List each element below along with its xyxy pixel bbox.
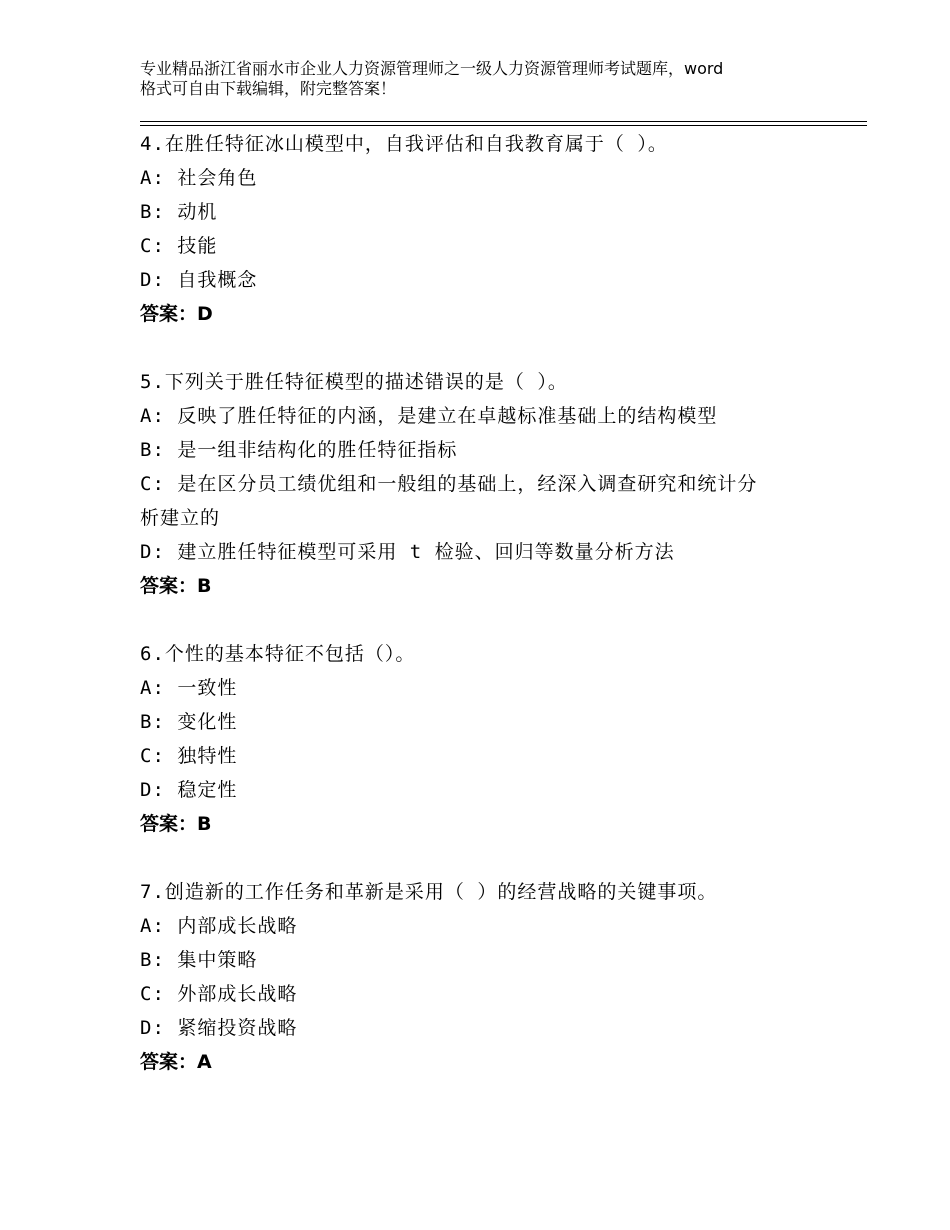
- question-6: [140, 637, 830, 841]
- option-a: A: 反映了胜任特征的内涵，是建立在卓越标准基础上的结构模型: [140, 405, 718, 427]
- question-stem: 6.个性的基本特征不包括（）。: [140, 643, 416, 665]
- option-c: C: 外部成长战略: [140, 983, 298, 1005]
- answer-label: 答案：A: [140, 1051, 212, 1073]
- question-7: [140, 875, 830, 1079]
- question-list: [140, 127, 830, 1079]
- answer-label: 答案：B: [140, 575, 212, 597]
- question-stem: 7.创造新的工作任务和革新是采用（ ）的经营战略的关键事项。: [140, 881, 718, 903]
- option-a: A: 内部成长战略: [140, 915, 298, 937]
- question-stem: 4.在胜任特征冰山模型中，自我评估和自我教育属于（ ）。: [140, 133, 668, 155]
- answer-label: 答案：B: [140, 813, 212, 835]
- question-stem: 5.下列关于胜任特征模型的描述错误的是（ ）。: [140, 371, 568, 393]
- option-c: C: 是在区分员工绩优组和一般组的基础上，经深入调查研究和统计分: [140, 473, 758, 495]
- question-spacer: [140, 841, 830, 875]
- option-d: D: 建立胜任特征模型可采用 t 检验、回归等数量分析方法: [140, 541, 675, 563]
- question-spacer: [140, 331, 830, 365]
- option-d: D: 紧缩投资战略: [140, 1017, 298, 1039]
- question-4: [140, 127, 830, 331]
- option-b: B: 变化性: [140, 711, 238, 733]
- answer-label: 答案：D: [140, 303, 213, 325]
- header-divider-thin: [140, 125, 867, 126]
- document-header: [140, 59, 830, 99]
- option-c-continued: 析建立的: [140, 507, 221, 529]
- option-d: D: 稳定性: [140, 779, 238, 801]
- option-b: B: 集中策略: [140, 949, 258, 971]
- option-b: B: 是一组非结构化的胜任特征指标: [140, 439, 458, 461]
- option-b: B: 动机: [140, 201, 218, 223]
- option-a: A: 社会角色: [140, 167, 258, 189]
- option-c: C: 技能: [140, 235, 218, 257]
- option-c: C: 独特性: [140, 745, 238, 767]
- header-line-1: 专业精品浙江省丽水市企业人力资源管理师之一级人力资源管理师考试题库，word: [140, 59, 724, 78]
- header-line-2: 格式可自由下载编辑，附完整答案！: [140, 79, 397, 98]
- question-5: [140, 365, 830, 603]
- option-d: D: 自我概念: [140, 269, 258, 291]
- header-divider-thick: [140, 121, 867, 122]
- option-a: A: 一致性: [140, 677, 238, 699]
- question-spacer: [140, 603, 830, 637]
